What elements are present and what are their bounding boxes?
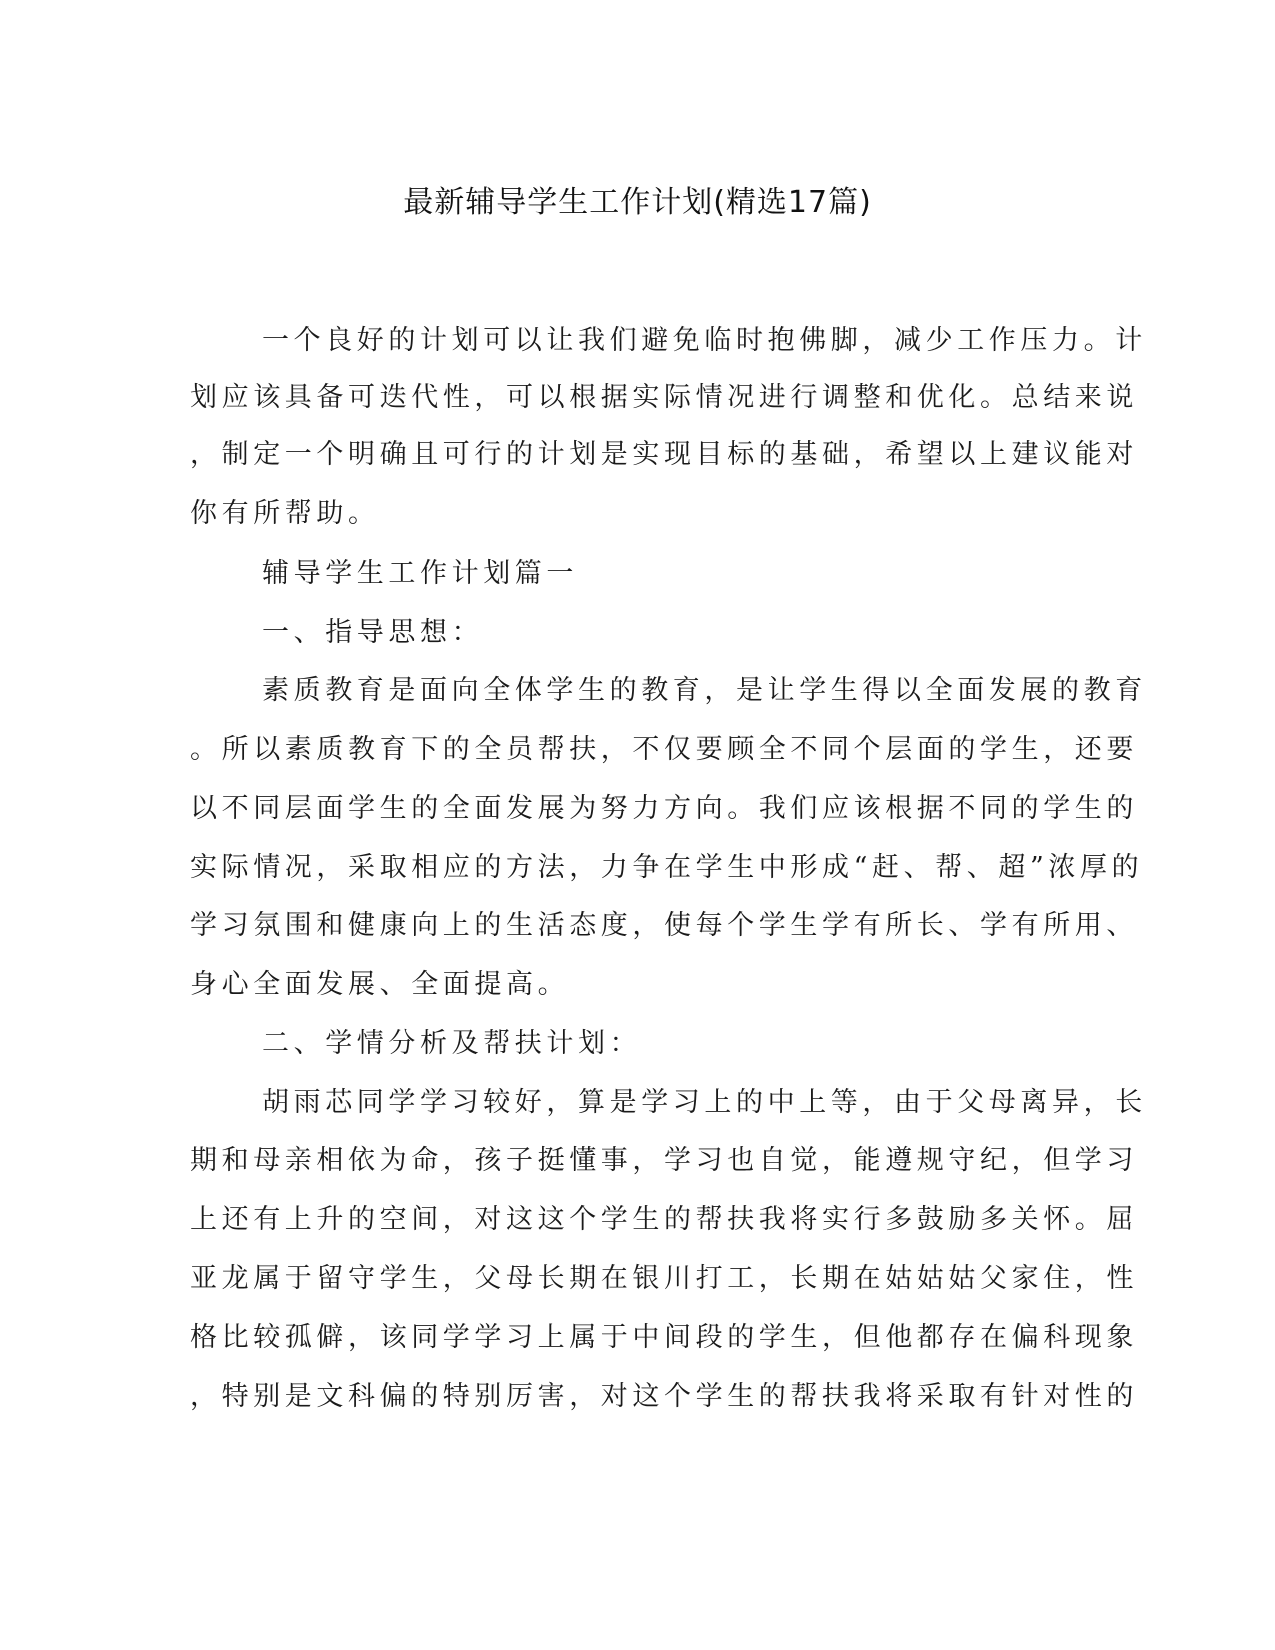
section-heading: 辅导学生工作计划篇一 [262, 558, 578, 589]
paragraph-line: 一个良好的计划可以让我们避免临时抱佛脚，减少工作压力。计 [262, 325, 1147, 356]
paragraph-line: 亚龙属于留守学生，父母长期在银川打工，长期在姑姑姑父家住，性 [190, 1263, 1138, 1294]
paragraph-line: 学习氛围和健康向上的生活态度，使每个学生学有所长、学有所用、 [190, 910, 1138, 941]
paragraph-line: 格比较孤僻，该同学学习上属于中间段的学生，但他都存在偏科现象 [190, 1322, 1138, 1353]
paragraph-line: 上还有上升的空间，对这这个学生的帮扶我将实行多鼓励多关怀。屈 [190, 1204, 1138, 1235]
paragraph-line: 素质教育是面向全体学生的教育，是让学生得以全面发展的教育 [262, 675, 1147, 706]
paragraph-line: 实际情况，采取相应的方法，力争在学生中形成“赶、帮、超”浓厚的 [190, 852, 1144, 883]
document-title: 最新辅导学生工作计划(精选17篇) [403, 185, 872, 220]
paragraph-line: 胡雨芯同学学习较好，算是学习上的中上等，由于父母离异，长 [262, 1087, 1147, 1118]
paragraph-line: ，制定一个明确且可行的计划是实现目标的基础，希望以上建议能对 [190, 439, 1138, 470]
paragraph-line: ，特别是文科偏的特别厉害，对这个学生的帮扶我将采取有针对性的 [190, 1381, 1138, 1412]
section-heading: 一、指导思想： [262, 617, 484, 648]
paragraph-line: 你有所帮助。 [190, 498, 380, 529]
paragraph-line: 划应该具备可迭代性，可以根据实际情况进行调整和优化。总结来说 [190, 382, 1138, 413]
paragraph-line: 身心全面发展、全面提高。 [190, 969, 570, 1000]
paragraph-line: 期和母亲相依为命，孩子挺懂事，学习也自觉，能遵规守纪，但学习 [190, 1145, 1138, 1176]
paragraph-line: 以不同层面学生的全面发展为努力方向。我们应该根据不同的学生的 [190, 793, 1138, 824]
paragraph-line: 。所以素质教育下的全员帮扶，不仅要顾全不同个层面的学生，还要 [190, 734, 1138, 765]
section-heading: 二、学情分析及帮扶计划： [262, 1028, 642, 1059]
